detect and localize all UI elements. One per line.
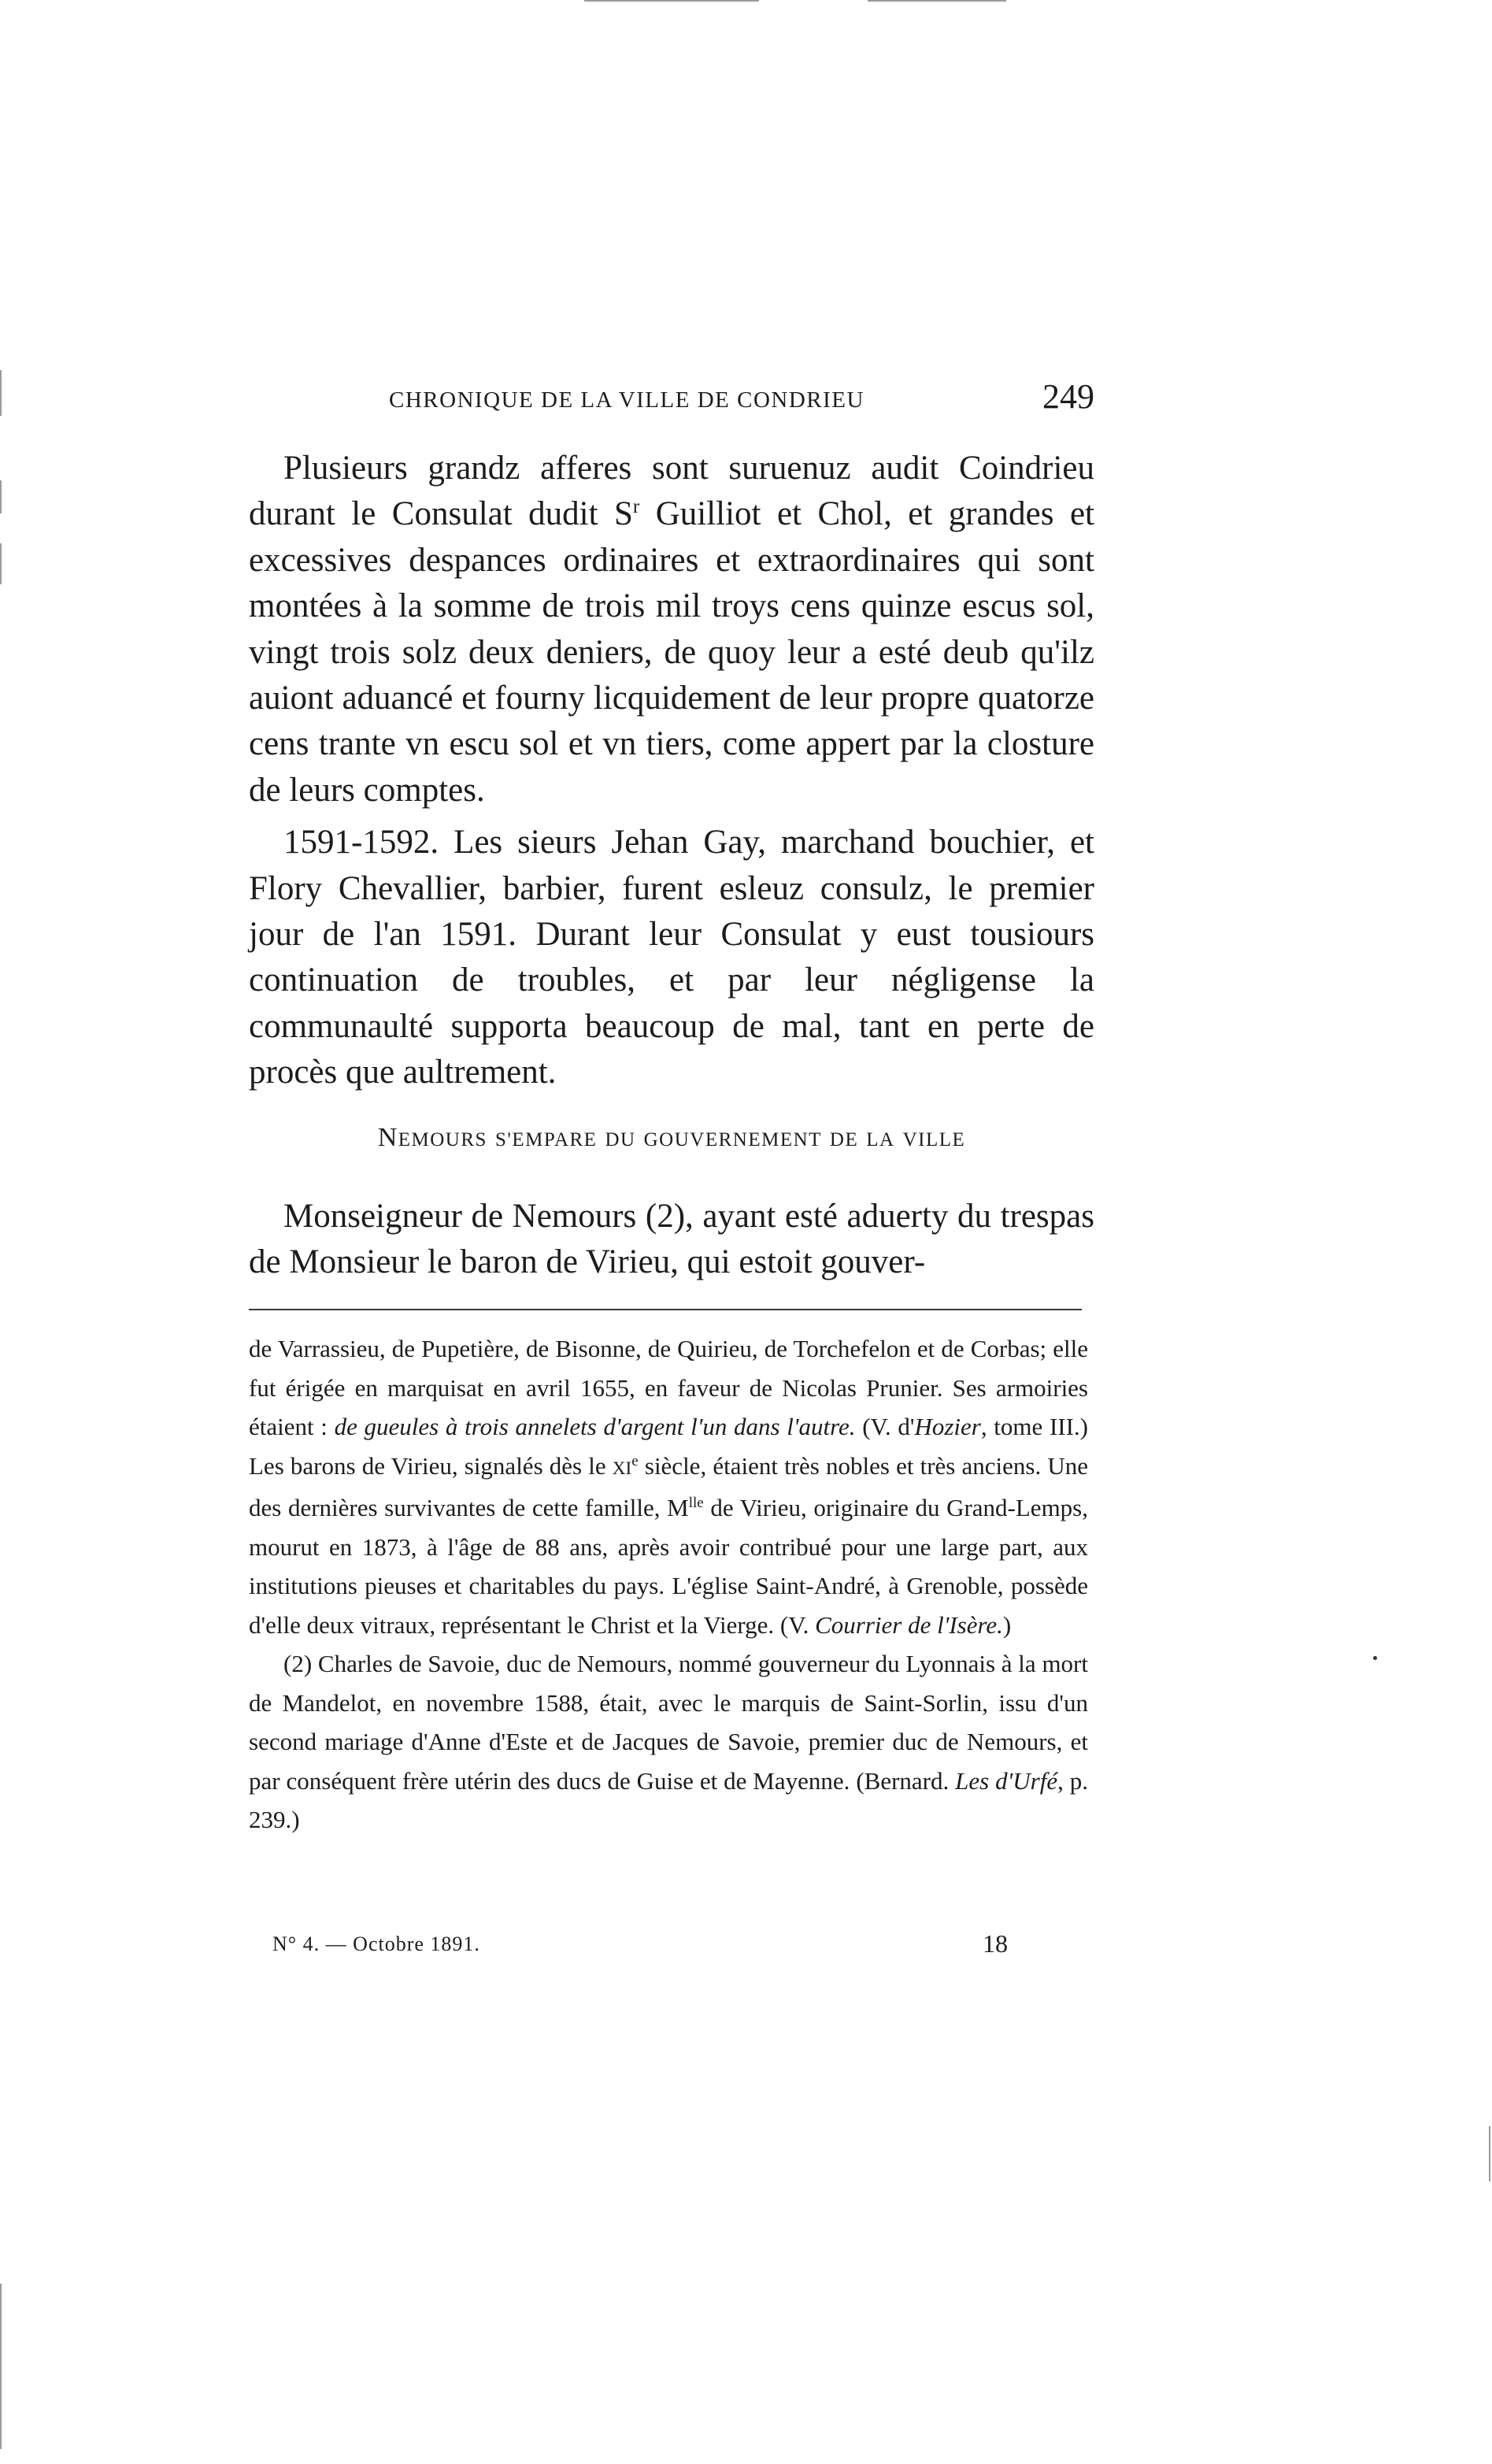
footnote-rule bbox=[249, 1309, 1082, 1310]
section-heading bbox=[249, 1123, 1094, 1153]
text-run: (V. d' bbox=[855, 1413, 915, 1440]
italic-text: Les d'Urfé bbox=[955, 1766, 1058, 1795]
heading-rest: U bbox=[620, 1129, 636, 1150]
heading-rest: ILLE bbox=[918, 1129, 966, 1150]
text-run: de Varrassieu, de Pupetière, de Bisonne, de Quirieu, de Torchefelon et de Corbas; elle fut érigée en marquisat en avril 1655, en faveur de Nicolas Prunier. Ses armoiries étaient : bbox=[249, 1335, 1088, 1440]
issue-date: N° 4. — Octobre 1891. bbox=[272, 1932, 480, 1955]
scan-artifact-left-edge bbox=[0, 543, 2, 584]
footnotes bbox=[249, 1329, 1088, 1840]
paragraph bbox=[249, 820, 1094, 1095]
signature-line bbox=[249, 1929, 1088, 1964]
main-text bbox=[249, 446, 1094, 1096]
heading-initial: D bbox=[605, 1129, 621, 1150]
heading-initial: V bbox=[902, 1129, 919, 1150]
scan-artifact-dot bbox=[1373, 1656, 1377, 1660]
heading-initial: L bbox=[866, 1129, 880, 1150]
heading-rest: OUVERNEMENT bbox=[659, 1129, 822, 1150]
text-run: Plusieurs grandz afferes sont suruenuz audit Coindrieu durant le Consulat dudit S bbox=[249, 450, 1094, 533]
heading-rest: EMOURS bbox=[398, 1129, 487, 1150]
text-run: ) bbox=[1002, 1610, 1012, 1639]
heading-initial: D bbox=[829, 1129, 846, 1150]
signature-mark: 18 bbox=[983, 1929, 1008, 1958]
scan-artifact-left-edge bbox=[0, 480, 2, 513]
text-run: , p. 239.) bbox=[249, 1766, 1089, 1833]
running-head bbox=[249, 376, 1094, 424]
text-run: , tome III.) Les barons de Virieu, signalés dès le bbox=[249, 1413, 1089, 1480]
text-run: siècle, étaient très nobles et très anciens. Une des dernières survivantes de cette famille, M bbox=[249, 1451, 1088, 1521]
italic-text: de gueules à trois annelets d'argent l'un dans l'autre. bbox=[334, 1413, 856, 1440]
text-run: (2) Charles de Savoie, duc de Nemours, nommé gouverneur du Lyonnais à la mort de Mandelot, en novembre 1588, était, avec le marquis de Saint-Sorlin, issu d'un second mariage d'Anne d'Este et de Jacques de Savoie, premier duc de Nemours, et par conséquent frère utérin des ducs de Guise et de Mayenne. (Bernard. bbox=[249, 1650, 1088, 1795]
page-number: 249 bbox=[1042, 377, 1094, 416]
heading-rest: A bbox=[879, 1129, 895, 1150]
scan-artifact-left-edge bbox=[0, 370, 2, 416]
heading-rest: 'EMPARE bbox=[507, 1129, 598, 1150]
heading-initial: S bbox=[494, 1129, 508, 1150]
small-caps-text: XI bbox=[612, 1458, 632, 1479]
text-run: 1591-1592. Les sieurs Jehan Gay, marchand bouchier, et Flory Chevallier, barbier, furent esleuz consulz, le premier jour de l'an 1591. Durant leur Consulat y eust tousiours continuation de troubles, et par leur négligense la communaulté supporta beaucoup de mal, tant en perte de procès que aultrement. bbox=[249, 824, 1094, 1091]
superscript: r bbox=[632, 496, 640, 518]
scan-artifact-top-rule bbox=[584, 0, 759, 2]
main-text-continued bbox=[249, 1194, 1094, 1286]
scan-artifact-left-edge bbox=[0, 2284, 2, 2449]
scan-artifact-right-edge bbox=[1489, 2126, 1490, 2181]
text-run: de Virieu, originaire du Grand-Lemps, mourut en 1873, à l'âge de 88 ans, après avoir contribué pour une large part, aux institutions pieuses et charitables du pays. L'église Saint-André, à Grenoble, possède d'elle deux vitraux, représentant le Christ et la Vierge. (V. bbox=[249, 1494, 1088, 1639]
footnote bbox=[249, 1644, 1088, 1840]
superscript: e bbox=[631, 1452, 639, 1469]
heading-rest: E bbox=[845, 1129, 859, 1150]
text-run: Guilliot et Chol, et grandes et excessives despances ordinaires et extraordinaires qui sont montées à la somme de trois mil troys cens quinze escus sol, vingt trois solz deux deniers, de quoy leur a esté deub qu'ilz auiont aduancé et fourny licquidement de leur propre quatorze cens trante vn escu sol et vn tiers, come appert par la closture de leurs comptes. bbox=[249, 495, 1094, 809]
paragraph bbox=[249, 446, 1094, 813]
heading-initial: N bbox=[377, 1123, 398, 1152]
footnote bbox=[249, 1329, 1088, 1644]
paragraph: Monseigneur de Nemours (2), ayant esté aduerty du trespas de Monsieur le baron de Virieu, qui estoit gouver- bbox=[249, 1198, 1094, 1281]
section-heading-text bbox=[378, 1123, 966, 1152]
italic-text: Courrier de l'Isère. bbox=[815, 1610, 1003, 1639]
superscript: lle bbox=[688, 1495, 704, 1511]
heading-initial: G bbox=[643, 1129, 660, 1150]
scan-artifact-top-rule bbox=[868, 0, 1006, 2]
running-title: CHRONIQUE DE LA VILLE DE CONDRIEU bbox=[389, 387, 864, 413]
italic-text: Hozier bbox=[914, 1413, 981, 1440]
